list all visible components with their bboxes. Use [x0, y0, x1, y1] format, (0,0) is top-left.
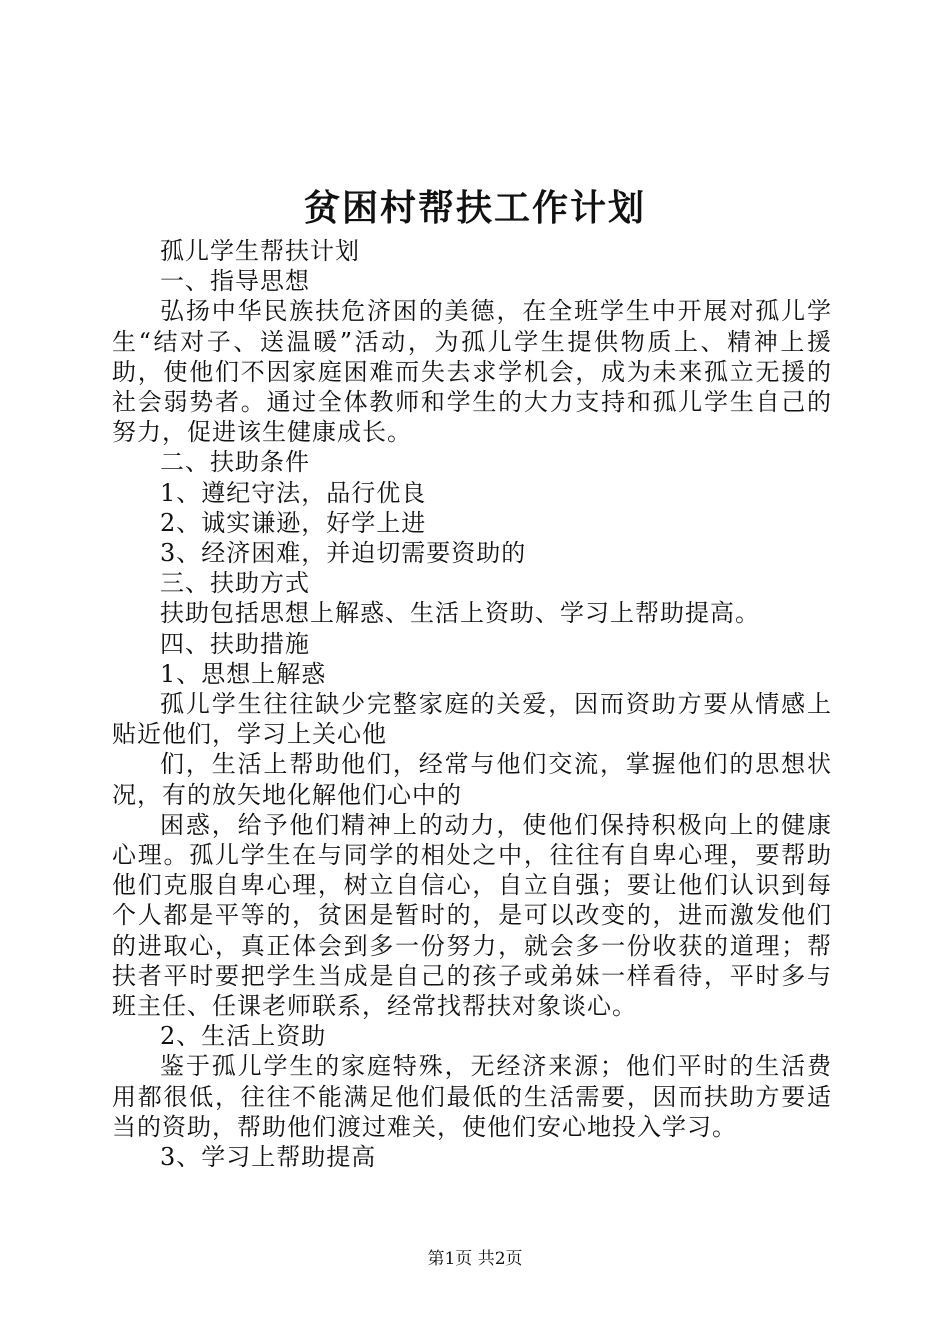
subsection-heading: 1、思想上解惑: [160, 659, 327, 688]
document-title: 贫困村帮扶工作计划: [303, 187, 646, 229]
paragraph: 鉴于孤儿学生的家庭特殊，无经济来源；他们平时的生活费用都很低，往往不能满足他们最低的生活需要，因而扶助方要适当的资助，帮助他们渡过难关，使他们安心地投入学习。: [112, 1052, 832, 1141]
list-item: 2、诚实谦逊，好学上进: [160, 508, 427, 537]
section-heading: 四、扶助措施: [160, 629, 310, 658]
paragraph: 们，生活上帮助他们，经常与他们交流，掌握他们的思想状况，有的放矢地化解他们心中的: [112, 750, 832, 809]
section-heading: 三、扶助方式: [160, 569, 310, 598]
section-heading: 二、扶助条件: [160, 448, 310, 477]
list-item: 1、遵纪守法，品行优良: [160, 478, 427, 507]
subsection-heading: 3、学习上帮助提高: [160, 1143, 377, 1172]
section-heading: 一、指导思想: [160, 267, 310, 296]
subsection-heading: 2、生活上资助: [160, 1022, 327, 1051]
page-footer: 第1页 共2页: [427, 1249, 523, 1269]
paragraph: 困惑，给予他们精神上的动力，使他们保持积极向上的健康心理。孤儿学生在与同学的相处之中，往往有自卑心理，要帮助他们克服自卑心理，树立自信心，自立自强；要让他们认识到每个人都是平等的，贫困是暂时的，是可以改变的，进而激发他们的进取心，真正体会到多一份努力，就会多一份收获的道理；帮扶者平时要把学生当成是自己的孩子或弟妹一样看待，平时多与班主任、任课老师联系，经常找帮扶对象谈心。: [112, 810, 832, 1021]
paragraph: 扶助包括思想上解惑、生活上资助、学习上帮助提高。: [160, 599, 760, 628]
paragraph: 孤儿学生往往缺少完整家庭的关爱，因而资助方要从情感上贴近他们，学习上关心他: [112, 690, 832, 749]
paragraph: 弘扬中华民族扶危济困的美德，在全班学生中开展对孤儿学生“结对子、送温暖”活动，为孤儿学生提供物质上、精神上援助，使他们不因家庭困难而失去求学机会，成为未来孤立无援的社会弱势者。通过全体教师和学生的大力支持和孤儿学生自己的努力，促进该生健康成长。: [112, 297, 832, 447]
section-heading: 孤儿学生帮扶计划: [160, 237, 360, 265]
document-body: [112, 236, 832, 1172]
list-item: 3、经济困难，并迫切需要资助的: [160, 539, 527, 568]
